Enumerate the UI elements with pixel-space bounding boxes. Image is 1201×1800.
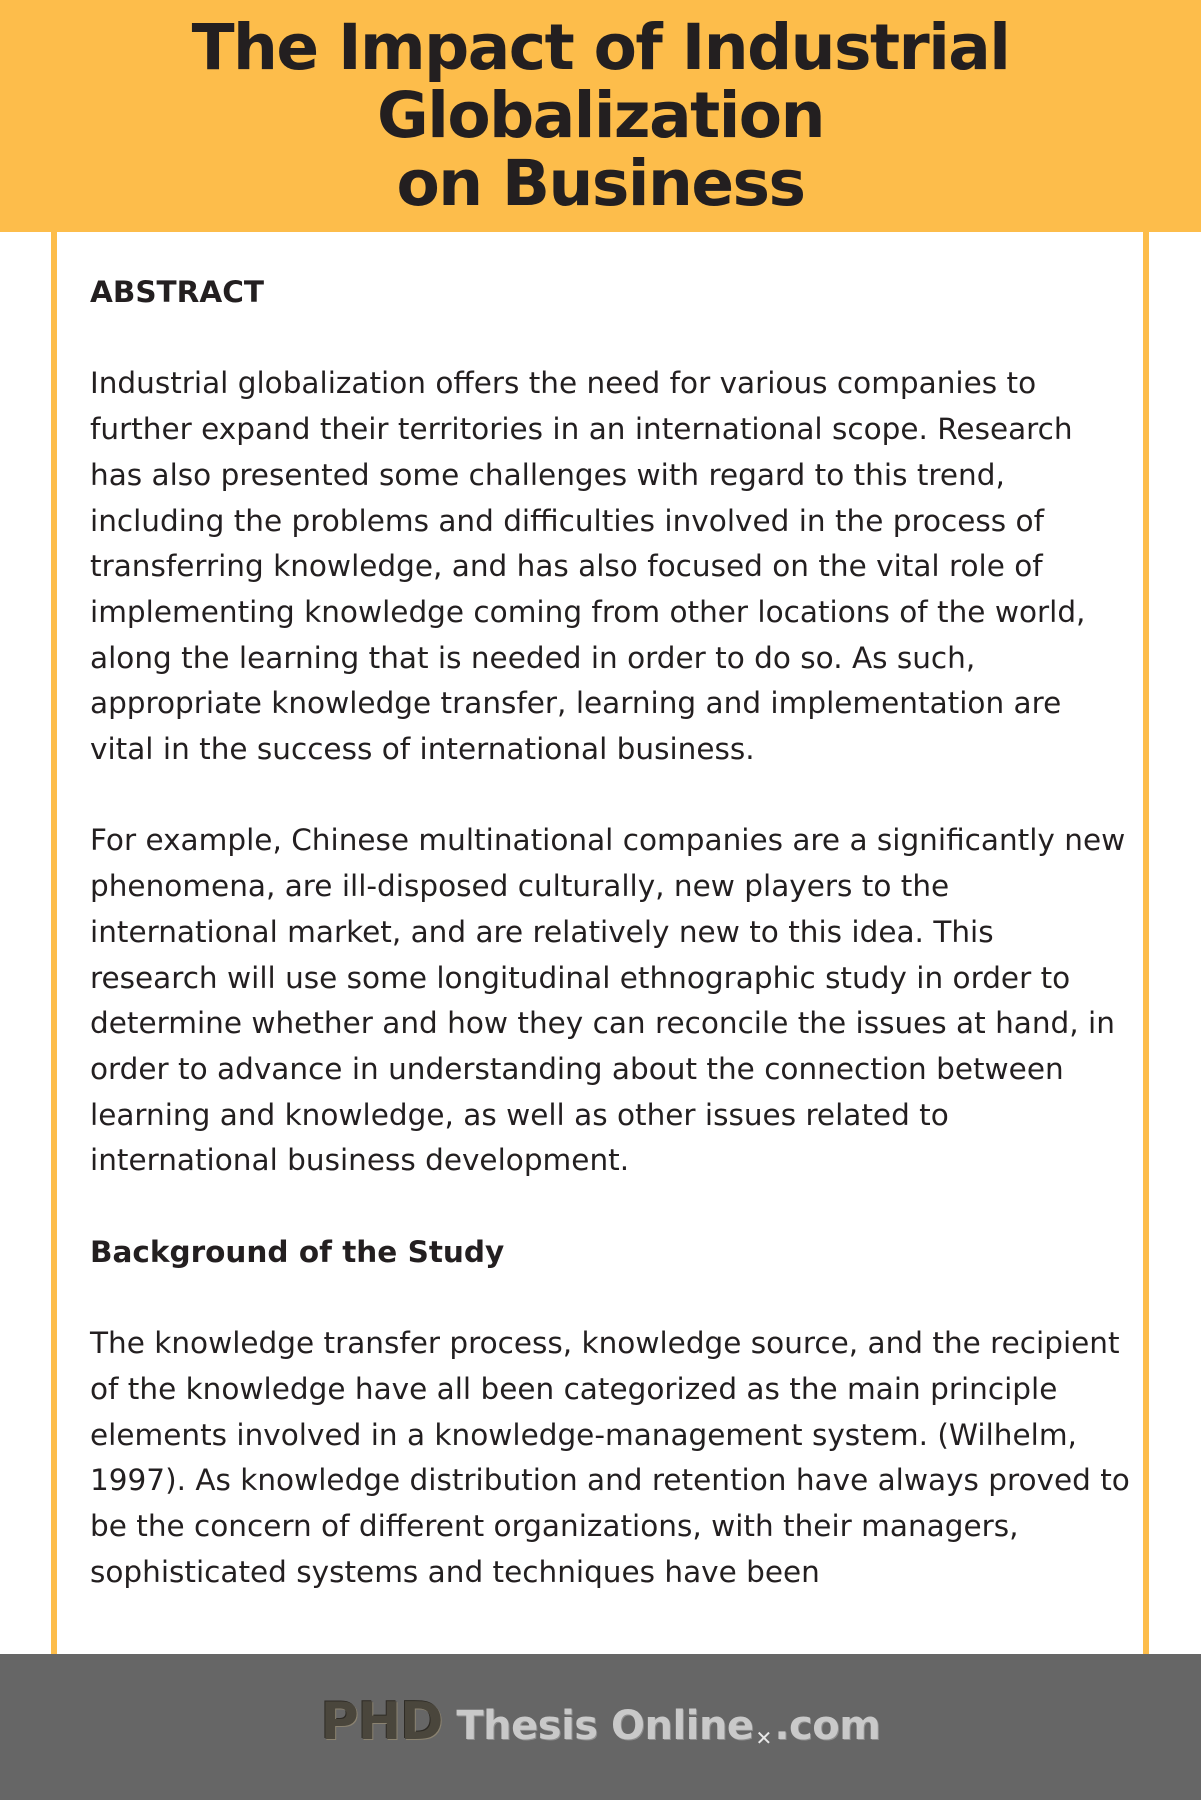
- footer-bar: [0, 1654, 1201, 1800]
- page-title: [0, 11, 1201, 220]
- title-banner: [0, 0, 1201, 232]
- logo-domain-text: .com: [774, 1703, 881, 1749]
- background-paragraph-1: The knowledge transfer process, knowledge source, and the recipient of the knowledge have all been categorized as the main principle elements involved in a knowledge-management system. (Wilhelm, 1997). As knowledge distribution and retention have always proved to be the concern of different organizations, with their managers, sophisticated systems and techniques have been: [90, 1326, 1130, 1589]
- document-body: [90, 270, 1130, 1595]
- abstract-paragraph-1: Industrial globalization offers the need for various companies to further expand their territories in an international scope. Research has also presented some challenges with regard to this trend, including the problems and difficulties involved in the process of transferring knowledge, and has also focused on the vital role of implementing knowledge coming from other locations of the world, along the learning that is needed in order to do so. As such, appropriate knowledge transfer, learning and implementation are vital in the success of international business.: [90, 366, 1086, 767]
- logo-phd-text: PHD: [320, 1692, 443, 1752]
- left-border-line: [51, 232, 57, 1654]
- abstract-paragraph-2: For example, Chinese multinational companies are a significantly new phenomena, are ill-disposed culturally, new players to the international market, and are relatively new to this idea. This research will use some longitudinal ethnographic study in order to determine whether and how they can reconcile the issues at hand, in order to advance in understanding about the connection between learning and knowledge, as well as other issues related to international business development.: [90, 823, 1126, 1178]
- page-title-line-2: on Business: [396, 147, 805, 220]
- page-title-line-1: The Impact of Industrial Globalization: [191, 11, 1010, 152]
- logo-star-icon: ✕: [755, 1726, 773, 1750]
- site-logo[interactable]: [321, 1692, 881, 1752]
- logo-thesis-online-text: Thesis Online: [456, 1703, 754, 1749]
- background-heading: Background of the Study: [90, 1234, 505, 1269]
- right-border-line: [1143, 232, 1149, 1654]
- abstract-heading: ABSTRACT: [90, 275, 265, 309]
